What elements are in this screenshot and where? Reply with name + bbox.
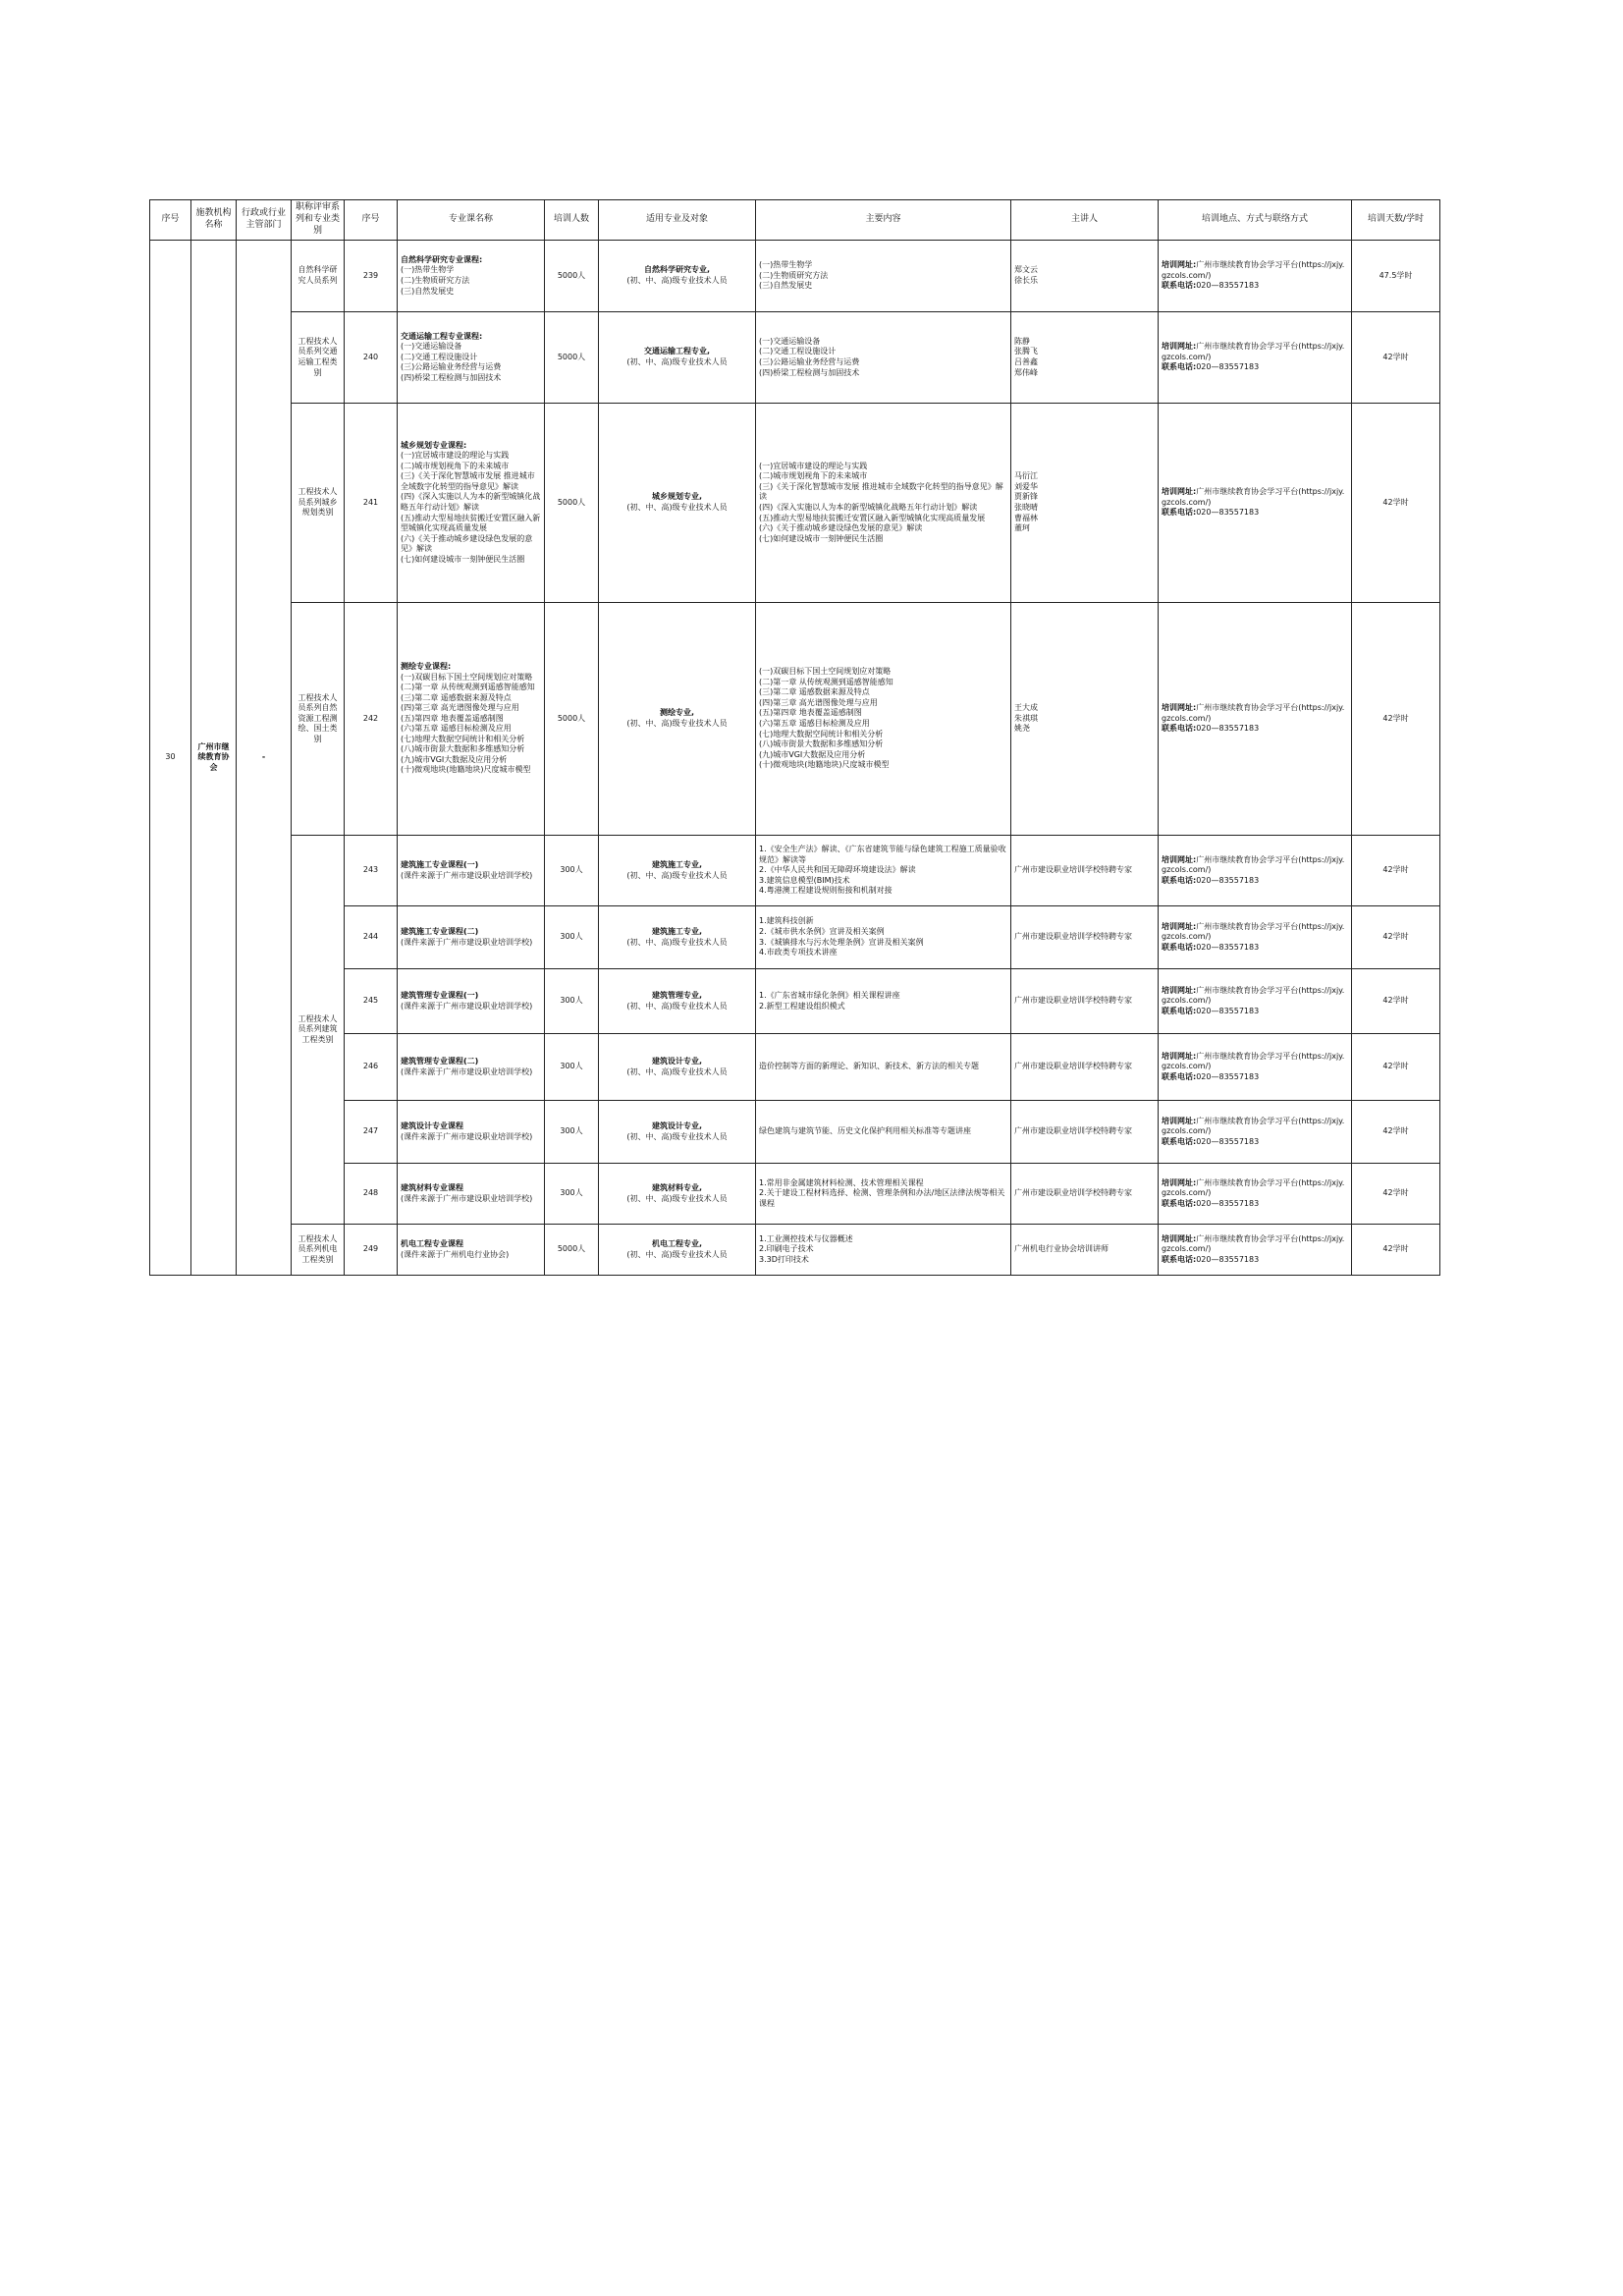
contact-url: 广州市继续教育协会学习平台(https://jxjy.gzcols.com/) [1162,1116,1345,1136]
table-header-row [150,200,1440,241]
org-seq-cell: 30 [150,241,191,1276]
target-cell [599,1034,756,1101]
table-row [150,969,1440,1034]
target-title: 建筑设计专业, [651,1121,703,1130]
course-no-cell: 240 [345,312,398,404]
contact-url: 广州市继续教育协会学习平台(https://jxjy.gzcols.com/) [1162,342,1345,361]
course-body: (课件来源于广州市建设职业培训学校) [401,1131,533,1141]
contact-cell [1159,906,1352,969]
content-cell: 1.工业测控技术与仪器概述 2.印刷电子技术 3.3D打印技术 [756,1225,1011,1276]
contact-cell [1159,1034,1352,1101]
hours-cell: 42学时 [1352,603,1440,836]
contact-cell [1159,1101,1352,1164]
contact-label-phone: 联系电话: [1162,1198,1197,1208]
target-cell [599,836,756,906]
table-row [150,312,1440,404]
contact-phone: 020—83557183 [1196,1254,1260,1264]
table-row [150,836,1440,906]
hours-cell: 42学时 [1352,969,1440,1034]
contact-phone: 020—83557183 [1196,1136,1260,1146]
category-cell: 工程技术人员系列城乡规划类别 [292,404,345,603]
lecturer-cell: 马衍江 刘爱华 贾新锋 张晓晴 曹福林 董珂 [1011,404,1159,603]
header-lecturer: 主讲人 [1011,200,1159,241]
lecturer-cell: 广州机电行业协会培训讲师 [1011,1225,1159,1276]
table-row [150,603,1440,836]
lecturer-cell: 广州市建设职业培训学校特聘专家 [1011,1034,1159,1101]
course-name-cell [398,836,545,906]
course-body: (一)宜居城市建设的理论与实践 (二)城市规划视角下的未来城市 (三)《关于深化智慧城市发展 推进城市全域数字化转型的指导意见》解读 (四)《深入实施以人为本的新型城镇化战略五年行动计划》解读 (五)推动大型易地扶贫搬迁安置区融入新型城镇化实现高质量发展 (六)《关于推动城乡建设绿色发展的意见》解读 (七)如何建设城市一刻钟便民生活圈 [401,451,541,564]
hours-cell: 42学时 [1352,1101,1440,1164]
course-title: 测绘专业课程: [401,661,452,671]
target-cell [599,603,756,836]
course-no-cell: 243 [345,836,398,906]
header-course-no: 序号 [345,200,398,241]
count-cell: 300人 [545,969,599,1034]
count-cell: 300人 [545,906,599,969]
contact-phone: 020—83557183 [1196,1071,1260,1081]
course-title: 建筑施工专业课程(二) [401,926,479,936]
category-cell: 工程技术人员系列交通运输工程类别 [292,312,345,404]
contact-url: 广州市继续教育协会学习平台(https://jxjy.gzcols.com/) [1162,260,1345,280]
target-body: (初、中、高)级专业技术人员 [626,1066,728,1076]
hours-cell: 42学时 [1352,836,1440,906]
lecturer-cell: 王大成 朱祺琪 姚尧 [1011,603,1159,836]
course-name-cell [398,603,545,836]
contact-label-url: 培训网址: [1162,921,1197,931]
course-title: 建筑管理专业课程(二) [401,1056,479,1066]
course-body: (课件来源于广州机电行业协会) [401,1249,510,1259]
contact-label-phone: 联系电话: [1162,724,1197,734]
target-cell [599,969,756,1034]
count-cell: 5000人 [545,404,599,603]
hours-cell: 47.5学时 [1352,241,1440,312]
contact-cell [1159,603,1352,836]
course-body: (课件来源于广州市建设职业培训学校) [401,1001,533,1011]
header-content: 主要内容 [756,200,1011,241]
contact-phone: 020—83557183 [1196,281,1260,291]
target-cell [599,1164,756,1225]
target-body: (初、中、高)级专业技术人员 [626,276,728,285]
contact-label-phone: 联系电话: [1162,1254,1197,1264]
course-name-cell [398,241,545,312]
course-name-cell [398,1164,545,1225]
contact-label-phone: 联系电话: [1162,942,1197,952]
header-count: 培训人数 [545,200,599,241]
target-title: 交通运输工程专业, [643,347,711,356]
lecturer-cell: 郑文云 徐长乐 [1011,241,1159,312]
contact-label-url: 培训网址: [1162,260,1197,270]
course-no-cell: 244 [345,906,398,969]
course-no-cell: 248 [345,1164,398,1225]
header-contact: 培训地点、方式与联络方式 [1159,200,1352,241]
target-body: (初、中、高)级专业技术人员 [626,1001,728,1011]
table-row [150,1034,1440,1101]
course-no-cell: 242 [345,603,398,836]
contact-cell [1159,969,1352,1034]
contact-url: 广州市继续教育协会学习平台(https://jxjy.gzcols.com/) [1162,703,1345,723]
contact-cell [1159,404,1352,603]
table-row [150,906,1440,969]
contact-label-phone: 联系电话: [1162,1071,1197,1081]
contact-label-url: 培训网址: [1162,703,1197,713]
lecturer-cell: 广州市建设职业培训学校特聘专家 [1011,906,1159,969]
contact-phone: 020—83557183 [1196,362,1260,372]
course-no-cell: 247 [345,1101,398,1164]
document-page [149,199,1439,1276]
course-no-cell: 245 [345,969,398,1034]
course-name-cell [398,969,545,1034]
target-title: 建筑设计专业, [651,1056,703,1066]
contact-url: 广州市继续教育协会学习平台(https://jxjy.gzcols.com/) [1162,985,1345,1006]
content-cell: 1.常用非金属建筑材料检测、技术管理相关课程 2.关于建设工程材料选择、检测、管理条例和办法/地区法律法规等相关课程 [756,1164,1011,1225]
contact-cell [1159,836,1352,906]
target-body: (初、中、高)级专业技术人员 [626,719,728,728]
lecturer-cell: 广州市建设职业培训学校特聘专家 [1011,836,1159,906]
org-name-cell: 广州市继续教育协会 [191,241,237,1276]
contact-phone: 020—83557183 [1196,724,1260,734]
course-title: 建筑施工专业课程(一) [401,859,479,869]
course-title: 建筑材料专业课程 [401,1182,463,1192]
target-body: (初、中、高)级专业技术人员 [626,1193,728,1203]
course-title: 交通运输工程专业课程: [401,331,483,341]
target-title: 建筑材料专业, [651,1182,703,1192]
course-no-cell: 249 [345,1225,398,1276]
course-name-cell [398,1225,545,1276]
category-cell: 工程技术人员系列建筑工程类别 [292,836,345,1225]
content-cell: (一)热带生物学 (二)生物质研究方法 (三)自然发展史 [756,241,1011,312]
header-course-name: 专业课名称 [398,200,545,241]
count-cell: 5000人 [545,241,599,312]
header-seq: 序号 [150,200,191,241]
course-title: 自然科学研究专业课程: [401,254,483,264]
contact-label-url: 培训网址: [1162,985,1197,995]
table-row [150,1164,1440,1225]
table-row [150,404,1440,603]
contact-phone: 020—83557183 [1196,508,1260,518]
header-dept: 行政或行业主管部门 [237,200,292,241]
target-cell [599,241,756,312]
lecturer-cell: 陈静 张腾飞 吕善鑫 郑伟峰 [1011,312,1159,404]
target-body: (初、中、高)级专业技术人员 [626,937,728,947]
contact-phone: 020—83557183 [1196,1006,1260,1015]
content-cell: 1.建筑科技创新 2.《城市供水条例》宣讲及相关案例 3.《城镇排水与污水处理条例》宣讲及相关案例 4.市政类专项技术讲座 [756,906,1011,969]
target-body: (初、中、高)级专业技术人员 [626,357,728,366]
course-no-cell: 241 [345,404,398,603]
contact-label-phone: 联系电话: [1162,1136,1197,1146]
target-title: 建筑管理专业, [651,990,703,1000]
table-row [150,1101,1440,1164]
count-cell: 300人 [545,836,599,906]
header-category: 职称评审系列和专业类别 [292,200,345,241]
course-name-cell [398,906,545,969]
contact-label-url: 培训网址: [1162,1116,1197,1125]
contact-url: 广州市继续教育协会学习平台(https://jxjy.gzcols.com/) [1162,854,1345,875]
target-cell [599,1225,756,1276]
contact-url: 广州市继续教育协会学习平台(https://jxjy.gzcols.com/) [1162,921,1345,942]
count-cell: 5000人 [545,312,599,404]
lecturer-cell: 广州市建设职业培训学校特聘专家 [1011,1164,1159,1225]
contact-label-url: 培训网址: [1162,1233,1197,1243]
hours-cell: 42学时 [1352,1225,1440,1276]
contact-label-phone: 联系电话: [1162,281,1197,291]
course-no-cell: 239 [345,241,398,312]
target-title: 测绘专业, [659,708,695,718]
contact-cell [1159,1164,1352,1225]
content-cell: (一)宜居城市建设的理论与实践 (二)城市规划视角下的未来城市 (三)《关于深化智慧城市发展 推进城市全域数字化转型的指导意见》解读 (四)《深入实施以人为本的新型城镇化战略五年行动计划》解读 (五)推动大型易地扶贫搬迁安置区融入新型城镇化实现高质量发展 (六)《关于推动城乡建设绿色发展的意见》解读 (七)如何建设城市一刻钟便民生活圈 [756,404,1011,603]
count-cell: 300人 [545,1101,599,1164]
contact-label-phone: 联系电话: [1162,362,1197,372]
hours-cell: 42学时 [1352,906,1440,969]
contact-url: 广州市继续教育协会学习平台(https://jxjy.gzcols.com/) [1162,1233,1345,1254]
target-title: 城乡规划专业, [651,492,703,502]
content-cell: (一)双碳目标下国土空间规划应对策略 (二)第一章 从传统观测到遥感智能感知 (三)第二章 遥感数据来源及特点 (四)第三章 高光谱图像处理与应用 (五)第四章 地表覆盖遥感制图 (六)第五章 遥感目标检测及应用 (七)地理大数据空间统计和相关分析 (八)城市街景大数据和多维感知分析 (九)城市VGI大数据及应用分析 (十)微观地块(地籍地块)尺度城市模型 [756,603,1011,836]
contact-label-url: 培训网址: [1162,854,1197,864]
lecturer-cell: 广州市建设职业培训学校特聘专家 [1011,969,1159,1034]
content-cell: 1.《安全生产法》解读、《广东省建筑节能与绿色建筑工程施工质量验收规范》解读等 2.《中华人民共和国无障碍环境建设法》解读 3.建筑信息模型(BIM)技术 4.粤港澳工程建设规则衔接和机制对接 [756,836,1011,906]
contact-cell [1159,1225,1352,1276]
course-name-cell [398,404,545,603]
course-name-cell [398,1034,545,1101]
contact-label-url: 培训网址: [1162,487,1197,497]
count-cell: 5000人 [545,1225,599,1276]
target-body: (初、中、高)级专业技术人员 [626,503,728,512]
header-target: 适用专业及对象 [599,200,756,241]
target-cell [599,1101,756,1164]
content-cell: 绿色建筑与建筑节能、历史文化保护利用相关标准等专题讲座 [756,1101,1011,1164]
target-title: 机电工程专业, [651,1238,703,1248]
course-title: 建筑管理专业课程(一) [401,990,479,1000]
contact-label-url: 培训网址: [1162,342,1197,352]
course-name-cell [398,1101,545,1164]
contact-cell [1159,312,1352,404]
category-cell: 工程技术人员系列机电工程类别 [292,1225,345,1276]
contact-phone: 020—83557183 [1196,942,1260,952]
course-body: (课件来源于广州市建设职业培训学校) [401,937,533,947]
course-title: 机电工程专业课程 [401,1238,463,1248]
table-row [150,1225,1440,1276]
course-body: (课件来源于广州市建设职业培训学校) [401,1066,533,1076]
target-title: 自然科学研究专业, [643,265,711,275]
training-course-table [149,199,1440,1276]
course-body: (一)交通运输设备 (二)交通工程设施设计 (三)公路运输业务经营与运费 (四)桥梁工程检测与加固技术 [401,342,502,382]
contact-url: 广州市继续教育协会学习平台(https://jxjy.gzcols.com/) [1162,1177,1345,1198]
course-body: (课件来源于广州市建设职业培训学校) [401,870,533,880]
course-no-cell: 246 [345,1034,398,1101]
count-cell: 300人 [545,1164,599,1225]
target-title: 建筑施工专业, [651,926,703,936]
lecturer-cell: 广州市建设职业培训学校特聘专家 [1011,1101,1159,1164]
target-body: (初、中、高)级专业技术人员 [626,870,728,880]
contact-phone: 020—83557183 [1196,875,1260,885]
contact-cell [1159,241,1352,312]
header-hours: 培训天数/学时 [1352,200,1440,241]
count-cell: 300人 [545,1034,599,1101]
contact-label-phone: 联系电话: [1162,875,1197,885]
contact-label-phone: 联系电话: [1162,1006,1197,1015]
hours-cell: 42学时 [1352,1034,1440,1101]
count-cell: 5000人 [545,603,599,836]
contact-label-url: 培训网址: [1162,1051,1197,1061]
org-dept-cell: - [237,241,292,1276]
course-title: 建筑设计专业课程 [401,1121,463,1130]
target-title: 建筑施工专业, [651,859,703,869]
contact-url: 广州市继续教育协会学习平台(https://jxjy.gzcols.com/) [1162,1051,1345,1071]
target-body: (初、中、高)级专业技术人员 [626,1131,728,1141]
course-name-cell [398,312,545,404]
contact-url: 广州市继续教育协会学习平台(https://jxjy.gzcols.com/) [1162,487,1345,507]
content-cell: (一)交通运输设备 (二)交通工程设施设计 (三)公路运输业务经营与运费 (四)桥梁工程检测与加固技术 [756,312,1011,404]
category-cell: 工程技术人员系列自然资源工程测绘、国土类别 [292,603,345,836]
target-body: (初、中、高)级专业技术人员 [626,1249,728,1259]
course-title: 城乡规划专业课程: [401,440,467,450]
course-body: (一)热带生物学 (二)生物质研究方法 (三)自然发展史 [401,265,470,296]
contact-label-url: 培训网址: [1162,1177,1197,1187]
content-cell: 造价控制等方面的新理论、新知识、新技术、新方法的相关专题 [756,1034,1011,1101]
course-body: (课件来源于广州市建设职业培训学校) [401,1193,533,1203]
hours-cell: 42学时 [1352,1164,1440,1225]
contact-phone: 020—83557183 [1196,1198,1260,1208]
contact-label-phone: 联系电话: [1162,508,1197,518]
hours-cell: 42学时 [1352,312,1440,404]
target-cell [599,312,756,404]
category-cell: 自然科学研究人员系列 [292,241,345,312]
table-row [150,241,1440,312]
course-body: (一)双碳目标下国土空间规划应对策略 (二)第一章 从传统观测到遥感智能感知 (三)第二章 遥感数据来源及特点 (四)第三章 高光谱图像处理与应用 (五)第四章 地表覆盖遥感制图 (六)第五章 遥感目标检测及应用 (七)地理大数据空间统计和相关分析 (八)城市街景大数据和多维感知分析 (九)城市VGI大数据及应用分析 (十)微观地块(地籍地块)尺度城市模型 [401,672,535,775]
target-cell [599,404,756,603]
hours-cell: 42学时 [1352,404,1440,603]
target-cell [599,906,756,969]
content-cell: 1.《广东省城市绿化条例》相关课程讲座 2.新型工程建设组织模式 [756,969,1011,1034]
header-org-name: 施教机构名称 [191,200,237,241]
